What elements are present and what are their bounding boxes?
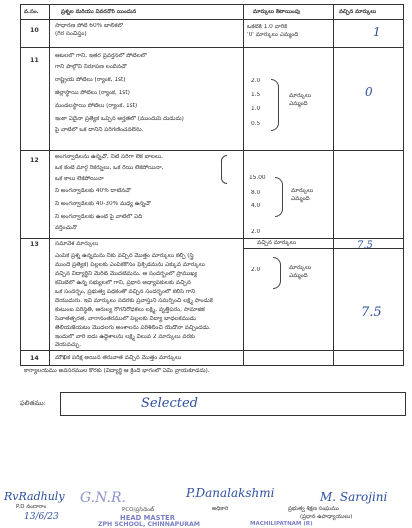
result-label: ఫలితము: [20,400,46,407]
role-left: అధికారి [212,506,229,512]
row-12-option-value: 15.00 [249,175,266,181]
column-divider [333,5,334,365]
row-13-paragraph-line: ముందే ప్రత్యేక) పిల్లలకు ఎంపికకోసం ఫిక్సిడమను ఎక్కువ మార్కులు [55,262,206,268]
row-divider [21,238,403,239]
row-13-paragraph-line: వేయవచ్చు. [55,342,82,348]
row-11-question-line: ఆటలలో గాని, ఇతర ప్రవర్తనలో పోటీలలో [55,53,147,59]
row-13-title: సమావేశ మార్కులు [55,241,99,247]
role-bottom: (ప్రధాన ఉపాధ్యాయులు) [300,514,353,520]
row-13-option-note: ఎమ్మంది [289,273,308,279]
row-13-brace [273,257,281,289]
row-12-left-brace [221,155,227,184]
row-11-question-line: మండలస్థాయి పోటీలు (ర్యాంక, 1st) [55,103,138,109]
role-right: ప్రభుత్వ శిక్షణ సంఘము [288,506,339,512]
row-12-question-line: నీ అంగన్వాడీలకు ఉంటి పై వాటిలో ఏది [55,214,143,220]
row-14-question-line: మౌఖిక పరీక్ష అయిన తరువాత వచ్చిన మొత్తం మార్కులు [55,355,182,361]
row-11-option-value: 1.5 [251,92,261,98]
stamp-line-2: HEAD MASTER [120,514,176,522]
row-12-question-line: ఒక కంటి మార్గ రేకర్నులు, ఒక రేయి లేకపోయినా, [55,165,164,171]
row-10-option-line: '0' మార్కులు ఎమ్మంది [247,32,299,38]
row-12-brace [275,177,283,217]
row-divider [243,248,403,249]
row-13-number: 13 [30,241,39,248]
row-11-option-value: 2.0 [251,78,261,84]
row-13-options-title: వచ్చిన మార్కులు [257,240,296,246]
row-13-paragraph-line: కమిటీలో ఉన్న సభ్యులలో గాని, ప్రధాన అధ్యాపకులకు వచ్చిన [55,280,191,286]
signature-1: RvRadhuly [4,490,65,503]
row-11-option-value: 0.5 [251,121,261,127]
row-13-paragraph-line: సేవాతత్పరత, వారానంతరములో పిల్లలకు విద్యా బాధలకముడు [55,316,197,322]
row-12-option-value: 2.0 [251,229,261,235]
row-10-option-line: ఒకటికి 1.0 వారికి [247,24,288,30]
row-11-question-line: జిల్లాస్థాయి పోటీలు (ర్యాంక, 1st) [55,90,130,96]
row-11-question-line: గాని పాల్గొని నిరూపణ లందినచో [55,64,127,70]
row-13-option-note: మార్కులు [289,265,312,271]
row-13-marks-bottom: 7.5 [361,305,382,320]
row-divider [21,47,403,48]
row-10-marks: 1 [373,25,381,39]
row-11-question-line: రాష్ట్రీయ పోటీలు (ర్యాంక, 1st) [55,77,126,83]
signature-2: G.N.R. [80,490,126,506]
row-divider [21,150,403,151]
row-12-question-line: ఒక కాలు లేకపోయినా [55,176,104,182]
row-13-option-value: 2.0 [251,267,261,273]
row-12-question-line: వర్తించునో [55,225,78,231]
signature-3: P.Danalakshmi [186,486,275,500]
row-11-number: 11 [30,57,39,64]
row-13-paragraph-line: తెలియజేయటం మొదలగు అంశాలను పరిశీలించి యేదోనా వచ్చిందడు. [55,325,211,331]
stamp-line-4: MACHILIPATNAM (R) [250,521,313,527]
row-10-number: 10 [30,27,39,34]
row-12-option-note: మార్కులు [291,188,314,194]
marks-table [20,4,404,366]
row-11-option-note: ఎమ్మంది [289,101,308,107]
row-12-question-line: అంగన్వాడీలను ఉన్నచో, నీటి సరిగా లేక బాలలు, [55,154,163,160]
signature-1-caption: P.D నందారాం [16,504,47,510]
row-13-paragraph-line: ఎంపిక ప్రశ్న ఉన్నమను నీకు వచ్చిన మొత్తం మార్కులు కల్పి (స్త్రీ [55,253,194,259]
row-13-paragraph-line: ఒక సందర్భం, ప్రభుత్వ పథకంతో వచ్చిన సందర్భంలో కలిసి గాని [55,289,196,295]
row-12-option-note: ఎమ్మంది [291,196,310,202]
row-11-brace [271,79,279,131]
row-divider [21,350,403,351]
row-13-marks-top: 7.5 [357,240,373,251]
column-divider [49,5,50,365]
row-11-question-line: పై వాటిలో ఒక దానిని పరిగణించవలెను. [55,127,144,133]
signature-date: 13/6/23 [24,512,59,522]
row-10-question-line: సాధారణ పోటీ 60% బాలికలో [55,23,124,29]
row-11-option-value: 1.0 [251,106,261,112]
row-13-paragraph-line: వచ్చిన విద్యార్థిని మెరిట్ మొదటిమను. ఆ సందర్భంలో ప్రాముఖ్య [55,271,198,277]
row-divider [21,19,403,20]
row-12-question-line: నీ అంగన్వాడీలకు 40% దాటినచో [55,188,131,194]
signature-4: M. Sarojini [320,490,388,504]
row-12-option-value: 4.0 [251,203,261,209]
header-sno: వ.సం. [24,9,39,15]
header-marks: వచ్చిన మార్కులు [339,9,377,15]
header-options: మార్కులు కేటాయింపు [253,9,301,15]
row-14-number: 14 [30,355,39,362]
row-13-paragraph-line: ఇందులో వారి ఐదు ఉద్దేశాలను లక్ష్మీ విలువ 2 మార్కులు వరకు [55,334,195,340]
row-12-question-line: నీ అంగన్వాడీలకు 40-30% మధ్య ఉన్నచో [55,201,151,207]
result-value: Selected [141,396,198,411]
header-question: ప్రశ్నల మరియు వివరనోర్ యిందున [61,9,137,15]
row-12-number: 12 [30,157,39,164]
office-use-note: కార్యాలయము అవసరముల కొరకు (విద్యార్థి ఆ క్రింది భాగంలో ఏమీ వ్రాయకూడదు). [24,368,210,374]
stamp-line-1: PCO/ప్రసిడెంట్ [122,507,155,513]
column-divider [243,5,244,365]
row-13-paragraph-line: కుటుంబ పరిస్థితి, ఆరుల్య రోగనిరోధకలు లక్ష్మీ, వృత్తిపరం, సామాజిక [55,307,205,313]
row-11-option-note: మార్కులు [289,93,312,99]
row-11-question-line: ఇంకా ఏదైనా ప్రత్యేక ఒప్పిన అర్హతలో (ముందుపే దుడుదు) [55,116,184,122]
row-13-paragraph-line: దేయుదురు. ఇవి మార్కులు సదరకు ప్రవాస్తుని సమర్పించి లక్ష్మీ పాండుకె [55,298,213,304]
result-box [60,392,406,416]
row-11-marks: 0 [365,85,373,99]
stamp-line-3: ZPH SCHOOL, CHINNAPURAM [98,521,200,528]
row-12-option-value: 8.0 [251,190,261,196]
row-10-question-line: (గిర సంచిప్తం) [55,31,87,37]
